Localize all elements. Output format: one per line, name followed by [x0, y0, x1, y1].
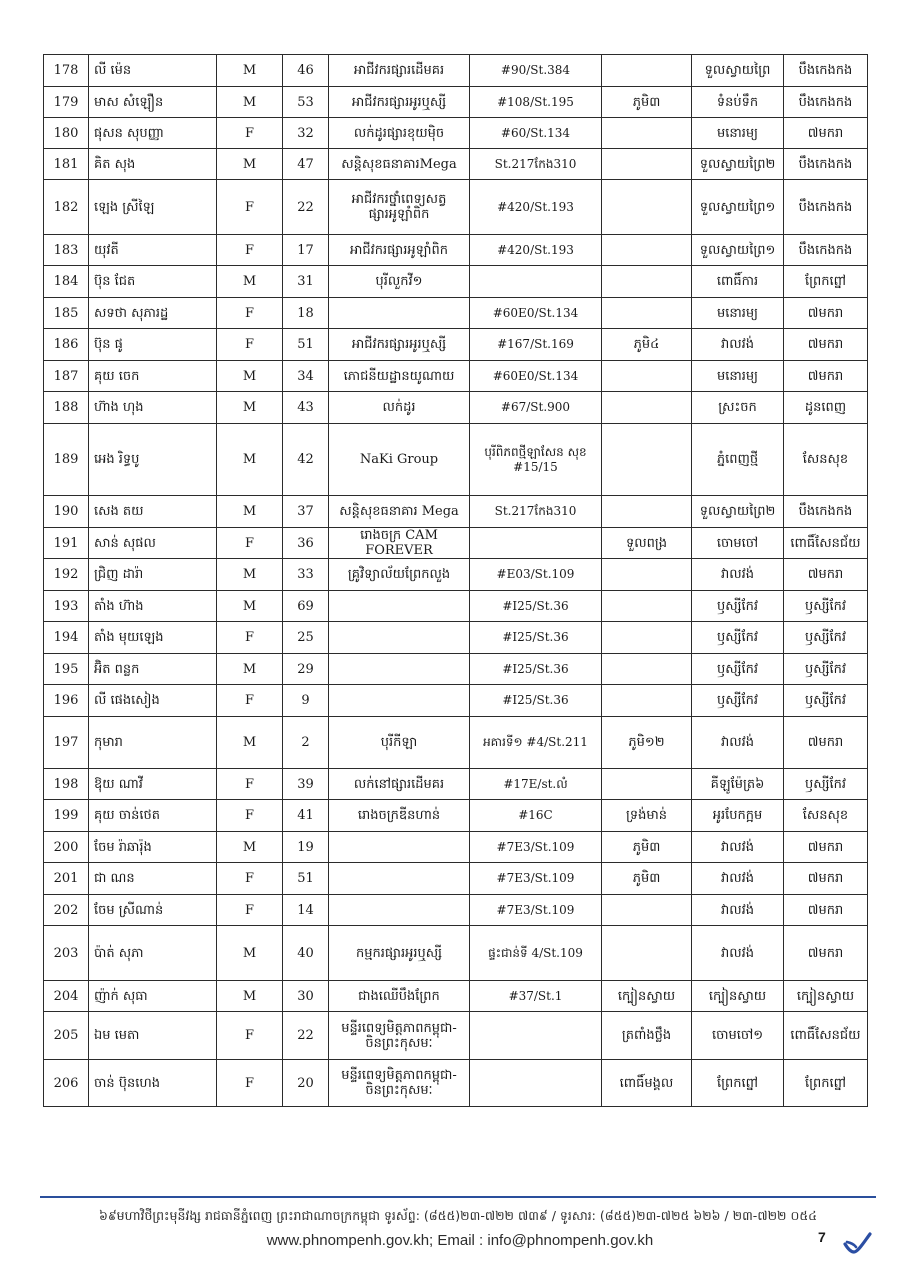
age-cell: 31 — [283, 266, 329, 298]
workplace-cell — [329, 832, 470, 863]
age-cell: 51 — [283, 863, 329, 895]
row-number-cell: 204 — [44, 981, 89, 1012]
district-cell: បឹងកេងកង — [784, 149, 868, 180]
row-number-cell: 178 — [44, 55, 89, 87]
row-number-cell: 185 — [44, 298, 89, 329]
commune-cell: វាលវង់ — [692, 832, 784, 863]
name-cell: កុមារា — [89, 717, 217, 769]
district-cell: ៧មករា — [784, 559, 868, 591]
case-list-table — [43, 54, 868, 1107]
table-row — [44, 55, 868, 87]
house-address-cell: #I25/St.36 — [470, 685, 602, 717]
age-cell: 53 — [283, 87, 329, 118]
table-row — [44, 685, 868, 717]
house-address-cell: #60E0/St.134 — [470, 298, 602, 329]
house-address-cell: #I25/St.36 — [470, 591, 602, 622]
house-address-cell: #60/St.134 — [470, 118, 602, 149]
age-cell: 30 — [283, 981, 329, 1012]
row-number-cell: 187 — [44, 361, 89, 392]
row-number-cell: 191 — [44, 528, 89, 559]
workplace-cell: សន្តិសុខធនាគារ Mega — [329, 496, 470, 528]
sex-cell: F — [217, 235, 283, 266]
workplace-cell: មន្ទីរពេទ្យមិត្តភាពកម្ពុជា- ចិនព្រះកុសមៈ — [329, 1060, 470, 1107]
sex-cell: M — [217, 559, 283, 591]
house-address-cell: #E03/St.109 — [470, 559, 602, 591]
sex-cell: F — [217, 180, 283, 235]
name-cell: ចែម រ៉ាឆារ៉ុង — [89, 832, 217, 863]
age-cell: 47 — [283, 149, 329, 180]
row-number-cell: 206 — [44, 1060, 89, 1107]
workplace-cell: រោងចក្រ CAM FOREVER — [329, 528, 470, 559]
house-address-cell — [470, 1060, 602, 1107]
commune-cell: វាលវង់ — [692, 863, 784, 895]
district-cell: ក្បៀនស្វាយ — [784, 981, 868, 1012]
row-number-cell: 197 — [44, 717, 89, 769]
village-cell — [602, 266, 692, 298]
age-cell: 25 — [283, 622, 329, 654]
name-cell: ប៊ុន ផូ — [89, 329, 217, 361]
village-cell: ក្បៀនស្វាយ — [602, 981, 692, 1012]
age-cell: 34 — [283, 361, 329, 392]
age-cell: 14 — [283, 895, 329, 926]
sex-cell: M — [217, 266, 283, 298]
sex-cell: M — [217, 654, 283, 685]
row-number-cell: 195 — [44, 654, 89, 685]
district-cell: ៧មករា — [784, 717, 868, 769]
house-address-cell: #420/St.193 — [470, 180, 602, 235]
page-number: 7 — [818, 1229, 826, 1245]
age-cell: 9 — [283, 685, 329, 717]
name-cell: ផុសន សុបញ្ញា — [89, 118, 217, 149]
name-cell: គុយ ចាន់ថេត — [89, 800, 217, 832]
house-address-cell: #7E3/St.109 — [470, 863, 602, 895]
commune-cell: វាលវង់ — [692, 329, 784, 361]
sex-cell: F — [217, 685, 283, 717]
row-number-cell: 199 — [44, 800, 89, 832]
village-cell — [602, 685, 692, 717]
table-row — [44, 266, 868, 298]
table-row — [44, 361, 868, 392]
village-cell: ត្រពាំងថ្លឹង — [602, 1012, 692, 1060]
age-cell: 41 — [283, 800, 329, 832]
commune-cell: ឫស្សីកែវ — [692, 622, 784, 654]
footer-contact: www.phnompenh.gov.kh; Email : info@phnompenh.gov.kh — [266, 1232, 654, 1249]
district-cell: បឹងកេងកង — [784, 87, 868, 118]
table-row — [44, 392, 868, 424]
name-cell: ប៊ុន ជែត — [89, 266, 217, 298]
district-cell: ៧មករា — [784, 329, 868, 361]
sex-cell: F — [217, 800, 283, 832]
commune-cell: ព្រែកព្នៅ — [692, 1060, 784, 1107]
village-cell — [602, 926, 692, 981]
village-cell — [602, 424, 692, 496]
workplace-cell: អាជីវករផ្សារដើមគរ — [329, 55, 470, 87]
village-cell — [602, 591, 692, 622]
age-cell: 22 — [283, 180, 329, 235]
house-address-cell: #7E3/St.109 — [470, 832, 602, 863]
age-cell: 43 — [283, 392, 329, 424]
village-cell — [602, 622, 692, 654]
commune-cell: ចោមចៅ១ — [692, 1012, 784, 1060]
workplace-cell: សន្តិសុខធនាគារMega — [329, 149, 470, 180]
village-cell: ភូមិ៣ — [602, 832, 692, 863]
age-cell: 39 — [283, 769, 329, 800]
table-row — [44, 926, 868, 981]
village-cell — [602, 180, 692, 235]
district-cell: សែនសុខ — [784, 424, 868, 496]
workplace-cell: បុរីលួកវី១ — [329, 266, 470, 298]
district-cell: ឫស្សីកែវ — [784, 685, 868, 717]
table-row — [44, 329, 868, 361]
sex-cell: F — [217, 298, 283, 329]
row-number-cell: 192 — [44, 559, 89, 591]
village-cell: ភូមិ៣ — [602, 87, 692, 118]
workplace-cell: បុរីកីឡា — [329, 717, 470, 769]
house-address-cell: អគារទី១ #4/St.211 — [470, 717, 602, 769]
age-cell: 36 — [283, 528, 329, 559]
house-address-cell: បុរីពិភពថ្មីឡាសែន សុខ #15/15 — [470, 424, 602, 496]
village-cell: ភូមិ៤ — [602, 329, 692, 361]
workplace-cell: គ្រូវិទ្យាល័យព្រែកលួង — [329, 559, 470, 591]
village-cell — [602, 235, 692, 266]
table-row — [44, 298, 868, 329]
footer-address: ៦៩មហាវិថីព្រះមុនីវង្ស រាជធានីភ្នំពេញ ព្រះរាជាណាចក្រកម្ពុជា ទូរស័ព្ទ: (៨៥៥)២៣-៧២២ ៧៣៩ / ទូរសារ: (៨៥៥)២៣-៧២៥ ៦២៦ / ២៣-៧២២ ០៥៤ — [98, 1208, 818, 1223]
table-row — [44, 528, 868, 559]
commune-cell: ឫស្សីកែវ — [692, 591, 784, 622]
name-cell: ជា ណន — [89, 863, 217, 895]
district-cell: ៧មករា — [784, 926, 868, 981]
row-number-cell: 193 — [44, 591, 89, 622]
row-number-cell: 184 — [44, 266, 89, 298]
workplace-cell: អាជីវករផ្សារអូរឬស្សី — [329, 87, 470, 118]
village-cell: ទួលពង្រ — [602, 528, 692, 559]
row-number-cell: 202 — [44, 895, 89, 926]
age-cell: 20 — [283, 1060, 329, 1107]
village-cell: ភូមិ១២ — [602, 717, 692, 769]
district-cell: ៧មករា — [784, 361, 868, 392]
age-cell: 33 — [283, 559, 329, 591]
house-address-cell: #90/St.384 — [470, 55, 602, 87]
row-number-cell: 182 — [44, 180, 89, 235]
table-row — [44, 800, 868, 832]
age-cell: 69 — [283, 591, 329, 622]
workplace-cell — [329, 298, 470, 329]
house-address-cell: #7E3/St.109 — [470, 895, 602, 926]
workplace-cell — [329, 895, 470, 926]
commune-cell: វាលវង់ — [692, 559, 784, 591]
village-cell: ពោធិ៍មង្គល — [602, 1060, 692, 1107]
name-cell: ចាន់ ប៊ុនហេង — [89, 1060, 217, 1107]
row-number-cell: 198 — [44, 769, 89, 800]
house-address-cell: St.217កែង310 — [470, 149, 602, 180]
age-cell: 51 — [283, 329, 329, 361]
commune-cell: ចោមចៅ — [692, 528, 784, 559]
sex-cell: F — [217, 1012, 283, 1060]
house-address-cell: #108/St.195 — [470, 87, 602, 118]
sex-cell: M — [217, 832, 283, 863]
check-mark-icon — [842, 1228, 872, 1256]
age-cell: 37 — [283, 496, 329, 528]
table-row — [44, 235, 868, 266]
district-cell: សែនសុខ — [784, 800, 868, 832]
sex-cell: F — [217, 329, 283, 361]
commune-cell: ឫស្សីកែវ — [692, 685, 784, 717]
row-number-cell: 203 — [44, 926, 89, 981]
district-cell: ពោធិ៍សែនជ័យ — [784, 528, 868, 559]
commune-cell: វាលវង់ — [692, 895, 784, 926]
village-cell — [602, 55, 692, 87]
house-address-cell: ផ្ទះជាន់ទី 4/St.109 — [470, 926, 602, 981]
village-cell — [602, 118, 692, 149]
sex-cell: F — [217, 118, 283, 149]
workplace-cell: អាជីវករផ្សារអូឡាំពិក — [329, 235, 470, 266]
table-row — [44, 149, 868, 180]
commune-cell: ទួលស្វាយព្រៃ១ — [692, 180, 784, 235]
sex-cell: M — [217, 981, 283, 1012]
commune-cell: ពោធិ៍ការ — [692, 266, 784, 298]
sex-cell: F — [217, 1060, 283, 1107]
workplace-cell: មន្ទីរពេទ្យមិត្តភាពកម្ពុជា- ចិនព្រះកុសមៈ — [329, 1012, 470, 1060]
village-cell: ភូមិ៣ — [602, 863, 692, 895]
village-cell: ទ្រង់មាន់ — [602, 800, 692, 832]
workplace-cell: NaKi Group — [329, 424, 470, 496]
house-address-cell: #420/St.193 — [470, 235, 602, 266]
workplace-cell: កម្មករផ្សារអូរឬស្សី — [329, 926, 470, 981]
workplace-cell — [329, 863, 470, 895]
age-cell: 2 — [283, 717, 329, 769]
house-address-cell: #67/St.900 — [470, 392, 602, 424]
village-cell — [602, 149, 692, 180]
commune-cell: ទួលស្វាយព្រៃ១ — [692, 235, 784, 266]
workplace-cell — [329, 591, 470, 622]
commune-cell: មនោរម្យ — [692, 118, 784, 149]
village-cell — [602, 361, 692, 392]
name-cell: ឡេង ស្រីឡៃ — [89, 180, 217, 235]
district-cell: បឹងកេងកង — [784, 55, 868, 87]
workplace-cell: អាជីវករថ្នាំពេទ្យសត្វ ផ្សារអូឡាំពិក — [329, 180, 470, 235]
row-number-cell: 188 — [44, 392, 89, 424]
table-row — [44, 87, 868, 118]
district-cell: ឫស្សីកែវ — [784, 591, 868, 622]
house-address-cell: #17E/st.លំ — [470, 769, 602, 800]
commune-cell: អូរបែកក្អម — [692, 800, 784, 832]
age-cell: 22 — [283, 1012, 329, 1060]
name-cell: ហ៊ាង ហុង — [89, 392, 217, 424]
name-cell: ប៉ាត់ សុភា — [89, 926, 217, 981]
commune-cell: គីឡូម៉ែត្រ៦ — [692, 769, 784, 800]
village-cell — [602, 298, 692, 329]
sex-cell: M — [217, 361, 283, 392]
house-address-cell: #I25/St.36 — [470, 622, 602, 654]
age-cell: 29 — [283, 654, 329, 685]
commune-cell: ទួលស្វាយព្រៃ២ — [692, 496, 784, 528]
sex-cell: M — [217, 424, 283, 496]
table-row — [44, 1012, 868, 1060]
village-cell — [602, 769, 692, 800]
sex-cell: F — [217, 895, 283, 926]
house-address-cell: #16C — [470, 800, 602, 832]
table-row — [44, 981, 868, 1012]
row-number-cell: 186 — [44, 329, 89, 361]
name-cell: ចែម ស្រីណាន់ — [89, 895, 217, 926]
house-address-cell: #37/St.1 — [470, 981, 602, 1012]
name-cell: គិត សុង — [89, 149, 217, 180]
row-number-cell: 183 — [44, 235, 89, 266]
sex-cell: M — [217, 591, 283, 622]
district-cell: បឹងកេងកង — [784, 180, 868, 235]
sex-cell: M — [217, 496, 283, 528]
village-cell — [602, 895, 692, 926]
table-row — [44, 832, 868, 863]
table-row — [44, 559, 868, 591]
house-address-cell: #60E0/St.134 — [470, 361, 602, 392]
table-row — [44, 496, 868, 528]
name-cell: តាំង ហ៊ាង — [89, 591, 217, 622]
district-cell: ដូនពេញ — [784, 392, 868, 424]
commune-cell: វាលវង់ — [692, 717, 784, 769]
sex-cell: M — [217, 392, 283, 424]
row-number-cell: 189 — [44, 424, 89, 496]
footer-divider — [40, 1196, 876, 1198]
house-address-cell — [470, 266, 602, 298]
table-row — [44, 622, 868, 654]
village-cell — [602, 392, 692, 424]
sex-cell: F — [217, 622, 283, 654]
name-cell: ញ៉ាក់ សុធា — [89, 981, 217, 1012]
commune-cell: ភ្នំពេញថ្មី — [692, 424, 784, 496]
sex-cell: M — [217, 926, 283, 981]
commune-cell: ស្រះចក — [692, 392, 784, 424]
name-cell: ឱុយ ណាវី — [89, 769, 217, 800]
row-number-cell: 196 — [44, 685, 89, 717]
name-cell: អ៊ិត ពន្លក — [89, 654, 217, 685]
name-cell: លី ផេងសៀង — [89, 685, 217, 717]
workplace-cell: លក់ដូរ — [329, 392, 470, 424]
row-number-cell: 181 — [44, 149, 89, 180]
row-number-cell: 179 — [44, 87, 89, 118]
district-cell: ឫស្សីកែវ — [784, 654, 868, 685]
table-row — [44, 1060, 868, 1107]
workplace-cell — [329, 685, 470, 717]
table-row — [44, 717, 868, 769]
table-row — [44, 863, 868, 895]
age-cell: 17 — [283, 235, 329, 266]
house-address-cell: #167/St.169 — [470, 329, 602, 361]
name-cell: មាស សំឡឿន — [89, 87, 217, 118]
district-cell: បឹងកេងកង — [784, 496, 868, 528]
house-address-cell: #I25/St.36 — [470, 654, 602, 685]
workplace-cell: ភោជនីយដ្ឋានយូណាយ — [329, 361, 470, 392]
commune-cell: ទំនប់ទឹក — [692, 87, 784, 118]
district-cell: ពោធិ៍សែនជ័យ — [784, 1012, 868, 1060]
row-number-cell: 200 — [44, 832, 89, 863]
age-cell: 18 — [283, 298, 329, 329]
district-cell: ៧មករា — [784, 863, 868, 895]
table-row — [44, 769, 868, 800]
house-address-cell: St.217កែង310 — [470, 496, 602, 528]
row-number-cell: 180 — [44, 118, 89, 149]
district-cell: ៧មករា — [784, 832, 868, 863]
workplace-cell: លក់នៅផ្សារដើមគរ — [329, 769, 470, 800]
commune-cell: ឫស្សីកែវ — [692, 654, 784, 685]
name-cell: សទថា សុភារដ្ឋ — [89, 298, 217, 329]
name-cell: ឯម មេតា — [89, 1012, 217, 1060]
district-cell: ឫស្សីកែវ — [784, 769, 868, 800]
sex-cell: M — [217, 149, 283, 180]
age-cell: 46 — [283, 55, 329, 87]
name-cell: តាំង មុយឡេង — [89, 622, 217, 654]
workplace-cell: អាជីវករផ្សារអូរឬស្សី — [329, 329, 470, 361]
row-number-cell: 205 — [44, 1012, 89, 1060]
age-cell: 32 — [283, 118, 329, 149]
workplace-cell — [329, 654, 470, 685]
sex-cell: F — [217, 769, 283, 800]
sex-cell: M — [217, 87, 283, 118]
name-cell: សាន់ សុផល — [89, 528, 217, 559]
house-address-cell — [470, 528, 602, 559]
district-cell: ឫស្សីកែវ — [784, 622, 868, 654]
district-cell: ព្រែកព្នៅ — [784, 266, 868, 298]
age-cell: 19 — [283, 832, 329, 863]
district-cell: បឹងកេងកង — [784, 235, 868, 266]
workplace-cell: លក់ដូរផ្សារខុយម៉ិច — [329, 118, 470, 149]
commune-cell: វាលវង់ — [692, 926, 784, 981]
name-cell: អេង រិទ្ធបូ — [89, 424, 217, 496]
commune-cell: មនោរម្យ — [692, 361, 784, 392]
sex-cell: F — [217, 863, 283, 895]
name-cell: លី ម៉េន — [89, 55, 217, 87]
row-number-cell: 194 — [44, 622, 89, 654]
table-row — [44, 424, 868, 496]
table-row — [44, 118, 868, 149]
commune-cell: ទួលស្វាយព្រៃ — [692, 55, 784, 87]
name-cell: សេង តយ — [89, 496, 217, 528]
table-row — [44, 895, 868, 926]
district-cell: ព្រែកព្នៅ — [784, 1060, 868, 1107]
name-cell: យុវតី — [89, 235, 217, 266]
commune-cell: ទួលស្វាយព្រៃ២ — [692, 149, 784, 180]
house-address-cell — [470, 1012, 602, 1060]
sex-cell: M — [217, 717, 283, 769]
commune-cell: ក្បៀនស្វាយ — [692, 981, 784, 1012]
workplace-cell: រោងចក្រឌីនហាន់ — [329, 800, 470, 832]
village-cell — [602, 559, 692, 591]
commune-cell: មនោរម្យ — [692, 298, 784, 329]
district-cell: ៧មករា — [784, 298, 868, 329]
age-cell: 40 — [283, 926, 329, 981]
table-row — [44, 591, 868, 622]
district-cell: ៧មករា — [784, 118, 868, 149]
district-cell: ៧មករា — [784, 895, 868, 926]
age-cell: 42 — [283, 424, 329, 496]
village-cell — [602, 654, 692, 685]
row-number-cell: 190 — [44, 496, 89, 528]
table-row — [44, 180, 868, 235]
name-cell: ជ្រិញ ដារ៉ា — [89, 559, 217, 591]
sex-cell: M — [217, 55, 283, 87]
village-cell — [602, 496, 692, 528]
sex-cell: F — [217, 528, 283, 559]
row-number-cell: 201 — [44, 863, 89, 895]
workplace-cell: ជាងឈើបឹងព្រែក — [329, 981, 470, 1012]
table-row — [44, 654, 868, 685]
workplace-cell — [329, 622, 470, 654]
name-cell: គុយ ចេក — [89, 361, 217, 392]
